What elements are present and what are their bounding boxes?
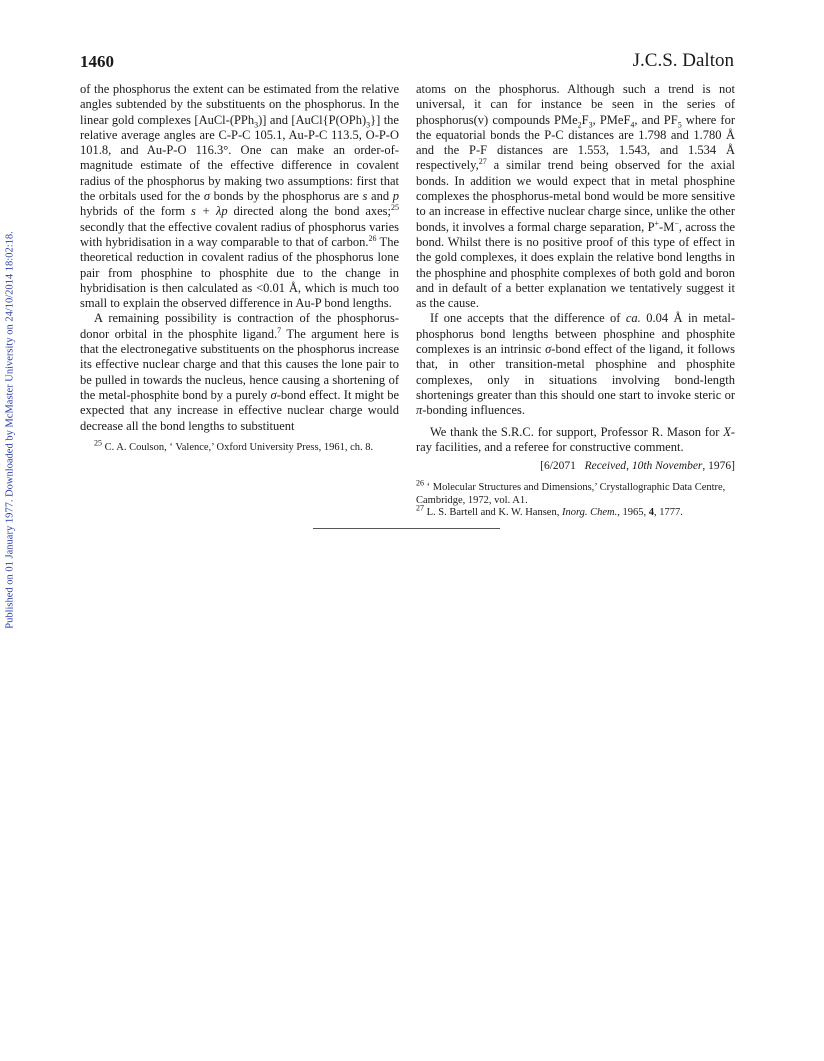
paragraph: of the phosphorus the extent can be estimated from the relative angles subtended by the substituents on the phosphorus. In the linear gold complexes [AuCl-(PPh$_3$)] and $[AuCl\{P(OPh)_3\}]$ the relative average angles are C-P-C 105.1, Au-P-C 113.5, O-P-O 101.8, and Au-P-O 116.3°. One can make an order-of-magnitude estimate of the effective difference in covalent radius of the phosphorus by making two assumptions: first that the orbitals used for the σ bonds by the phosphorus are s and p hybrids of the form s + λp directed along the bond axes;$^{25}$ secondly that the effective covalent radius of phosphorus varies with hybridisation in a way comparable to that of carbon.$^{26}$ The theoretical reduction in covalent radius of the phosphorus lone pair from phosphine to phosphite due to the change in hybridisation is then calculated as <0.01 Å, which is much too small to explain the observed difference in Au-P bond lengths. [80, 82, 399, 311]
paragraph: atoms on the phosphorus. Although such a trend is not universal, it can for instance be seen in the series of phosphorus(v) compounds $PMe_2F_3$, PMeF$_4$, and $PF_5$ where for the equatorial bonds the P-C distances are 1.798 and 1.780 Å and the P-F distances are 1.553, 1.543, and 1.534 Å respectively,$^{27}$ a similar trend being observed for the axial bonds. In addition we would expect that in metal phosphine complexes the phosphorus-metal bond would be more sensitive to an increase in effective nuclear charge since, unlike the other bonds, it involves a formal charge separation, P+-M−, across the bond. Whilst there is no positive proof of this type of effect in the gold complexes, it does explain the relative bond lengths in the phosphine and phosphite complexes of both gold and boron and in default of a better explanation we tentatively suggest it as the cause. [416, 82, 736, 311]
left-column [80, 82, 399, 454]
acknowledgements: We thank the S.R.C. for support, Professor R. Mason for X-ray facilities, and a referee for constructive comment. [416, 424, 735, 454]
footnote-26: $^{26}$ ‘ Molecular Structures and Dimensions,’ Crystallographic Data Centre, Cambridge, 1972, vol. A1. [416, 478, 726, 506]
right-column [416, 82, 735, 520]
citation-26: 26 [368, 233, 377, 243]
citation-7: 7 [277, 325, 282, 335]
download-watermark: Published on 01 January 1977. Downloaded by McMaster University on 24/10/2014 18:02:18. [4, 231, 16, 629]
paragraph: If one accepts that the difference of ca. 0.04 Å in metal-phosphorus bond lengths between phosphine and phosphite complexes is an intrinsic σ-bond effect of the ligand, it follows that, in other transition-metal phosphine and phosphite complexes, only in situations involving bond-length shortenings greater than this should one start to invoke steric or π-bonding influences. [416, 311, 735, 418]
footnote-25: $^{25}$ C. A. Coulson, ‘ Valence,’ Oxford University Press, 1961, ch. 8. [94, 438, 374, 453]
page-number: 1460 [80, 52, 114, 71]
citation-25: 25 [391, 203, 399, 213]
footnote-27: $^{27}$ L. S. Bartell and K. W. Hansen, Inorg. Chem., 1965, 4, 1777. [416, 503, 683, 519]
journal-title: J.C.S. Dalton [632, 50, 734, 71]
paragraph: A remaining possibility is contraction of the phosphorus-donor orbital in the phosphite ligand.$^7$ The argument here is that the electronegative substituents on the phosphorus increase its effective nuclear charge and that this causes the lone pair to be pulled in towards the nucleus, hence causing a shortening of the metal-phosphite bond by a purely σ-bond effect. It might be expected that any increase in effective nuclear charge would decrease all the bond lengths to substituent [80, 311, 399, 433]
end-rule [313, 528, 500, 529]
received-date: [6/2071 Received, 10th November, 1976] [540, 460, 735, 473]
citation-27: 27 [478, 157, 487, 167]
footnotes [416, 478, 735, 520]
